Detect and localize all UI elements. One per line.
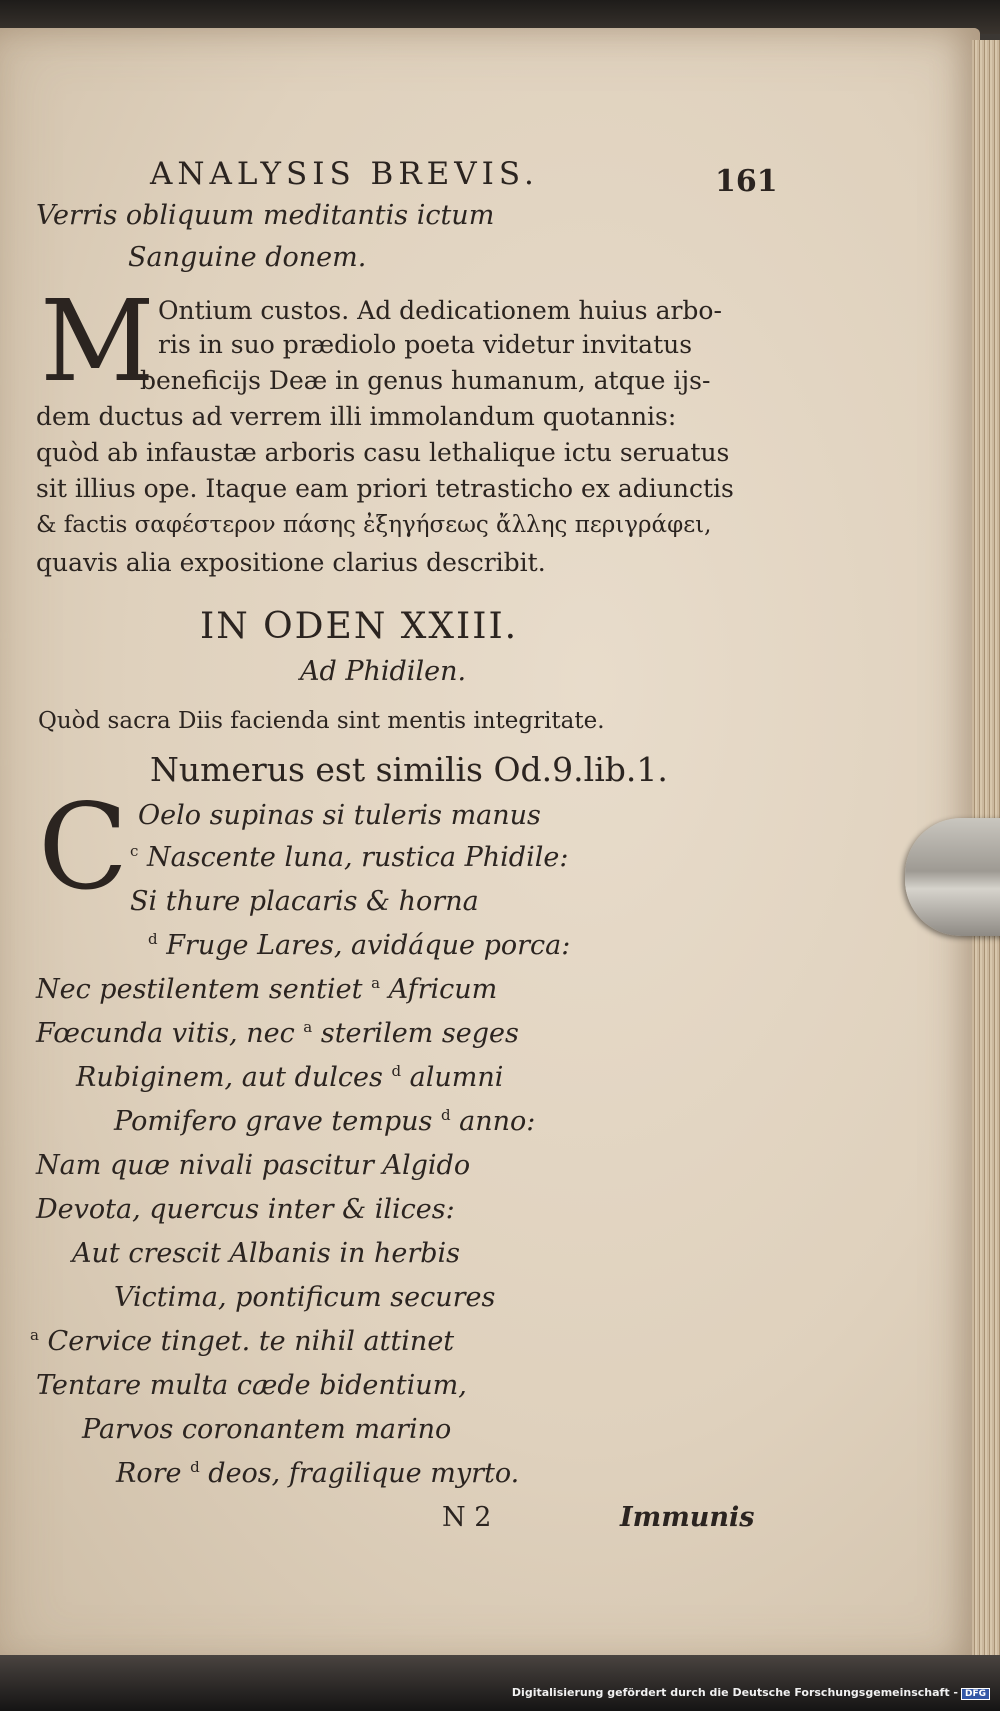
page-number: 161 <box>715 164 778 199</box>
verse-line: $^d$ Fruge Lares, avidáque porca: <box>148 930 571 961</box>
note-marker: d <box>440 1106 451 1124</box>
commentary-line-4: dem ductus ad verrem illi immolandum quotannis: <box>36 402 677 431</box>
note-marker: d <box>148 930 158 948</box>
verse-line: Tentare multa cæde bidentium, <box>36 1370 467 1401</box>
verse-line: $^c$ Nascente luna, rustica Phidile: <box>130 842 569 873</box>
note-marker: a <box>30 1326 39 1344</box>
commentary-line-3: beneficijs Deæ in genus humanum, atque ijs- <box>140 366 711 395</box>
verse-line: Oelo supinas si tuleris manus <box>138 800 541 831</box>
ode-heading: IN ODEN XXIII. <box>200 606 519 647</box>
commentary-line-8: quavis alia expositione clarius describit. <box>36 548 546 577</box>
digitization-credit: Digitalisierung gefördert durch die Deutsche Forschungsgemeinschaft - DFG <box>0 1686 990 1700</box>
book-page <box>0 28 980 1668</box>
verse-line: Nam quæ nivali pascitur Algido <box>36 1150 471 1181</box>
ode-theme: Quòd sacra Diis facienda sint mentis integritate. <box>38 708 605 734</box>
verse-line: Pomifero grave tempus $^d$ anno: <box>114 1106 536 1137</box>
dfg-logo-icon: DFG <box>961 1688 990 1700</box>
note-marker: d <box>391 1062 402 1080</box>
verse-line: Si thure placaris & horna <box>130 886 479 917</box>
carryover-line-2: Sanguine donem. <box>128 242 367 273</box>
note-marker: a <box>371 974 381 992</box>
catchword: Immunis <box>620 1502 755 1533</box>
verse-line: Fœcunda vitis, nec $^a$ sterilem seges <box>36 1018 519 1049</box>
commentary-line-1: Ontium custos. Ad dedicationem huius arbo- <box>158 296 722 325</box>
drop-cap-c: C <box>38 778 129 916</box>
verse-line: Rubiginem, aut dulces $^d$ alumni <box>76 1062 504 1093</box>
commentary-line-6: sit illius ope. Itaque eam priori tetrasticho ex adiunctis <box>36 474 734 503</box>
verse-line: Rore $^d$ deos, fragilique myrto. <box>116 1458 520 1489</box>
commentary-line-7: & factis σαφέστερον πάσης ἐξηγήσεως ἄλλης περιγράφει, <box>36 512 712 538</box>
drop-cap-m: M <box>40 277 155 407</box>
verse-line: Nec pestilentem sentiet $^a$ Africum <box>36 974 498 1005</box>
signature-mark: N 2 <box>442 1502 492 1533</box>
page-clip <box>905 818 1000 936</box>
verse-line: Parvos coronantem marino <box>82 1414 452 1445</box>
verse-line: Aut crescit Albanis in herbis <box>72 1238 461 1269</box>
ode-meter: Numerus est similis Od.9.lib.1. <box>150 750 668 789</box>
bottom-edge <box>0 1655 1000 1711</box>
ode-subheading: Ad Phidilen. <box>300 656 467 687</box>
note-marker: d <box>190 1458 200 1476</box>
verse-line: Victima, pontificum secures <box>114 1282 496 1313</box>
note-marker: a <box>303 1018 313 1036</box>
running-head: ANALYSIS BREVIS. <box>150 156 539 192</box>
verse-line: Devota, quercus inter & ilices: <box>36 1194 455 1225</box>
carryover-line-1: Verris obliquum meditantis ictum <box>36 200 495 231</box>
commentary-line-2: ris in suo prædiolo poeta videtur invitatus <box>158 330 693 359</box>
verse-line: $^a$ Cervice tinget. te nihil attinet <box>30 1326 455 1357</box>
commentary-line-5: quòd ab infaustæ arboris casu lethalique ictu seruatus <box>36 438 730 467</box>
note-marker: c <box>130 842 139 860</box>
